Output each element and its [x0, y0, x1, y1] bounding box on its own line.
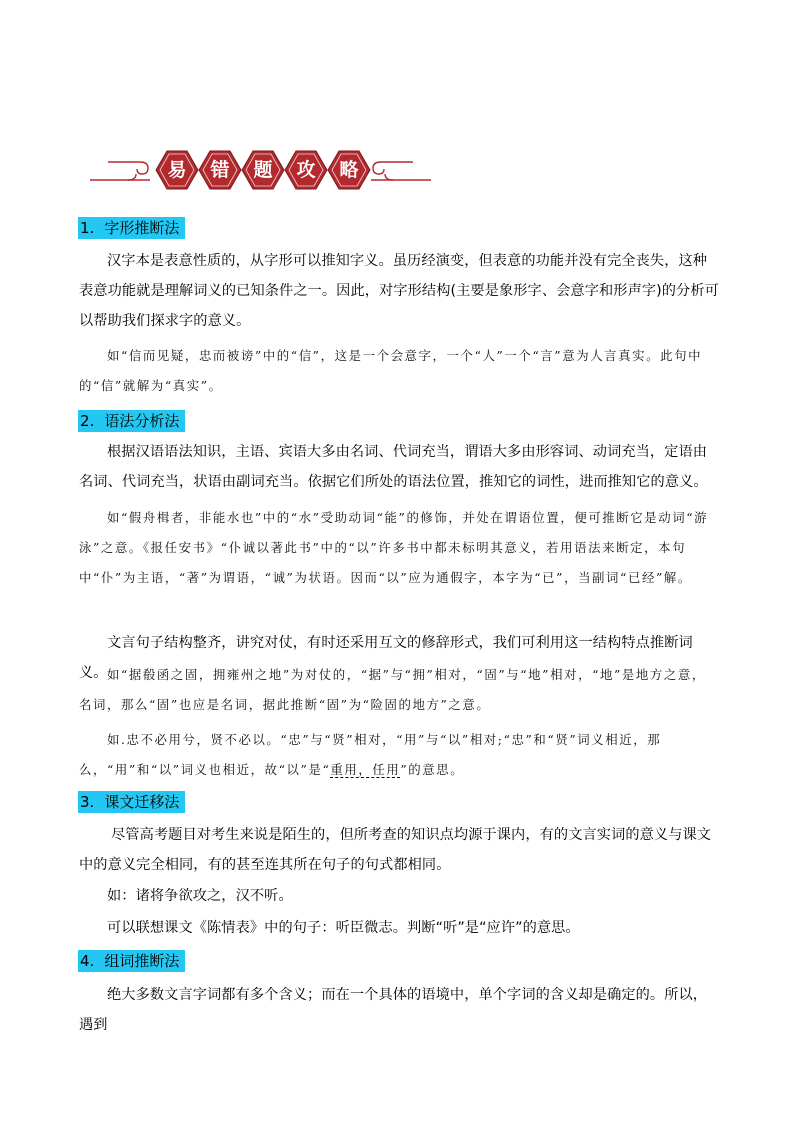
- section-heading: [78, 410, 185, 432]
- section-body: 绝大多数文言字词都有多个含义；而在一个具体的语境中，单个字词的含义却是确定的。所以，遇到: [79, 987, 708, 1033]
- section-heading: [78, 791, 185, 813]
- section-body: 文言句子结构整齐，讲究对仗，有时还采用互文的修辞形式，我们可利用这一结构特点推断词义。: [79, 635, 693, 681]
- banner-char: 攻: [296, 159, 316, 181]
- section-number: 2.: [80, 412, 95, 430]
- section-number: 1.: [80, 219, 95, 237]
- section-title: 语法分析法: [104, 412, 180, 430]
- banner-char: 易: [167, 159, 187, 181]
- section-title: 字形推断法: [104, 219, 180, 237]
- banner-char: 题: [253, 159, 273, 181]
- section-title: 课文迁移法: [104, 793, 180, 811]
- section-heading: [78, 950, 185, 972]
- header-banner: [88, 148, 433, 192]
- section-heading: [78, 217, 185, 239]
- section-body: 根据汉语语法知识，主语、宾语大多由名词、代词充当，谓语大多由形容词、动词充当，定语由名词、代词充当，状语由副词充当。依据它们所处的语法位置，推知它的词性，进而推知它的意义。: [79, 444, 708, 490]
- banner-char: 略: [339, 159, 359, 181]
- example-text: 如“据殽函之固，拥雍州之地”为对仗的，“据”与“拥”相对，“固”与“地”相对，“地”是地方之意，名词，那么“固”也应是名词，据此推断“固”为“险固的地方”之意。: [79, 667, 706, 712]
- example-text: [79, 725, 719, 785]
- example-text: 如“信而见疑，忠而被谤”中的“信”，这是一个会意字，一个“人”一个“言”意为人言真实。此句中的“信”就解为“真实”。: [79, 348, 703, 393]
- section-body: 如：诸将争欲攻之，汉不听。: [107, 888, 293, 904]
- example-text-part: ”的意思。: [400, 762, 465, 777]
- banner-char: 错: [210, 159, 230, 181]
- dotted-emphasis: 重用，任用: [330, 762, 401, 777]
- section-body: 可以联想课文《陈情表》中的句子：听臣微志。判断“听”是“应许”的意思。: [107, 920, 580, 936]
- section-title: 组词推断法: [104, 952, 180, 970]
- section-body: 汉字本是表意性质的，从字形可以推知字义。虽历经演变，但表意的功能并没有完全丧失，这种表意功能就是理解词义的已知条件之一。因此，对字形结构(主要是象形字、会意字和形声字)的分析可以帮助我们探求字的意义。: [79, 253, 719, 329]
- section-number: 3.: [80, 793, 95, 811]
- example-text-part: 如.忠不必用兮，贤不必以。“忠”与“贤”相对，“用”与“以”相对;“忠”和“贤”词义相近，那么，“用”和“以”词义也相近，故“以”是“: [79, 732, 662, 777]
- section-body: 尽管高考题目对考生来说是陌生的，但所考查的知识点均源于课内，有的文言实词的意义与课文中的意义完全相同，有的甚至连其所在句子的句式都相同。: [79, 827, 712, 873]
- section-number: 4.: [80, 952, 95, 970]
- example-text: 如“假舟楫者，非能水也”中的“水”受助动词“能”的修饰，并处在谓语位置，便可推断它是动词“游泳”之意。《报任安书》“仆诚以著此书”中的“以”许多书中都未标明其意义，若用语法来断定，本句中“仆”为主语，“著”为谓语，“诚”为状语。因而“以”应为通假字，本字为“已”，当副词“已经”解。: [79, 510, 709, 585]
